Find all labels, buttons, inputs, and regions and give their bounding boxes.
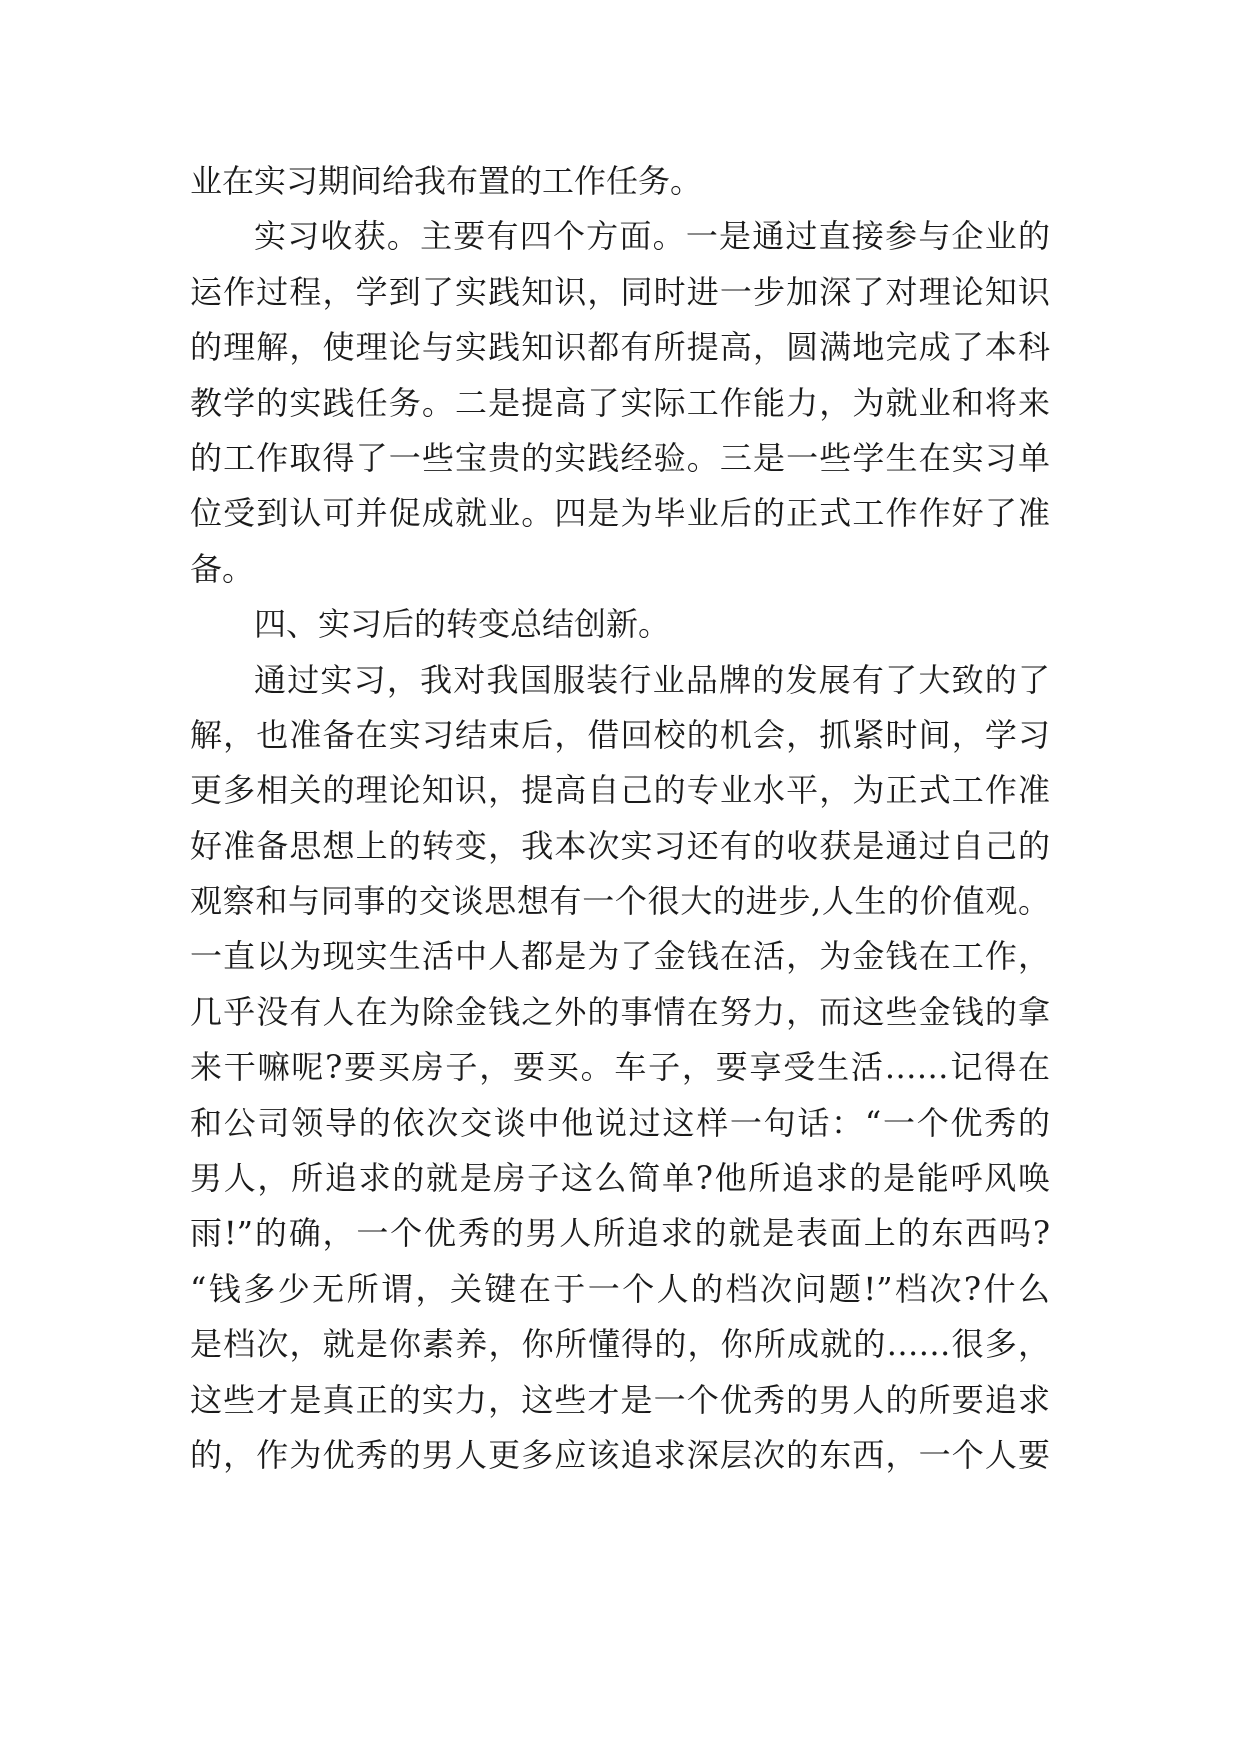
text-line: 几乎没有人在为除金钱之外的事情在努力，而这些金钱的拿 (190, 992, 1050, 1031)
text-line: 男人，所追求的就是房子这么简单?他所追求的是能呼风唤 (190, 1159, 1050, 1198)
text-line: “钱多少无所谓，关键在于一个人的档次问题!”档次?什么 (190, 1269, 1050, 1308)
text-line: 解，也准备在实习结束后，借回校的机会，抓紧时间，学习 (190, 715, 1050, 754)
text-line: 教学的实践任务。二是提高了实际工作能力，为就业和将来 (190, 383, 1050, 422)
text-line: 的理解，使理论与实践知识都有所提高，圆满地完成了本科 (190, 328, 1050, 367)
text-line: 备。 (190, 549, 255, 588)
text-line: 一直以为现实生活中人都是为了金钱在活，为金钱在工作， (190, 937, 1050, 976)
text-line: 是档次，就是你素养，你所懂得的，你所成就的……很多， (190, 1325, 1050, 1364)
text-line: 观察和与同事的交谈思想有一个很大的进步,人生的价值观。 (190, 882, 1050, 921)
text-line: 通过实习，我对我国服装行业品牌的发展有了大致的了 (254, 660, 1050, 699)
text-line: 的，作为优秀的男人更多应该追求深层次的东西，一个人要 (190, 1435, 1050, 1474)
body-text (190, 154, 1050, 1483)
text-line: 和公司领导的依次交谈中他说过这样一句话：“一个优秀的 (190, 1103, 1050, 1142)
text-line: 来干嘛呢?要买房子，要买。车子，要享受生活……记得在 (190, 1048, 1050, 1087)
text-line: 四、实习后的转变总结创新。 (254, 605, 671, 644)
text-line: 好准备思想上的转变，我本次实习还有的收获是通过自己的 (190, 826, 1050, 865)
text-line: 业在实习期间给我布置的工作任务。 (190, 162, 703, 200)
text-line: 位受到认可并促成就业。四是为毕业后的正式工作作好了准 (190, 494, 1050, 533)
text-line: 雨!”的确，一个优秀的男人所追求的就是表面上的东西吗? (190, 1214, 1050, 1253)
text-line: 更多相关的理论知识，提高自己的专业水平，为正式工作准 (190, 771, 1050, 810)
text-line: 运作过程，学到了实践知识，同时进一步加深了对理论知识 (190, 272, 1050, 311)
text-line: 这些才是真正的实力，这些才是一个优秀的男人的所要追求 (190, 1380, 1050, 1419)
text-line: 实习收获。主要有四个方面。一是通过直接参与企业的 (254, 217, 1050, 256)
text-line: 的工作取得了一些宝贵的实践经验。三是一些学生在实习单 (190, 438, 1050, 477)
